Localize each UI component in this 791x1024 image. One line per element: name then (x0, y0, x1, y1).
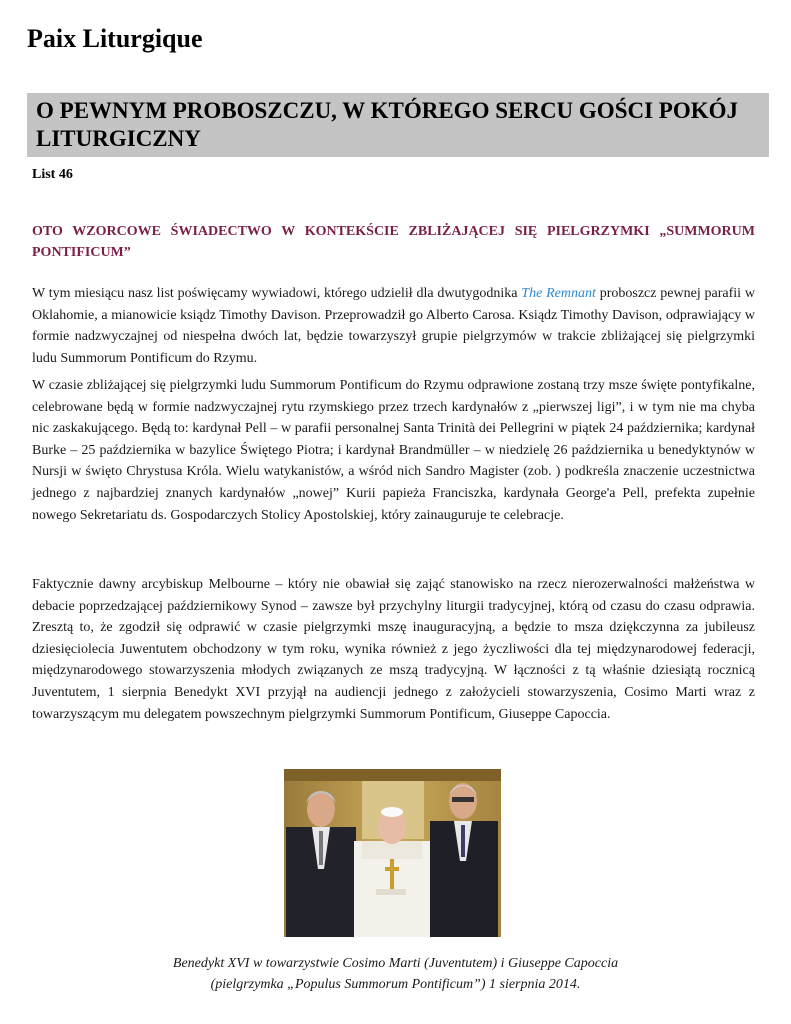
letter-number: List 46 (32, 167, 73, 182)
caption-line-2: (pielgrzymka „Populus Summorum Pontificum”) 1 sierpnia 2014. (210, 977, 581, 992)
paragraph-3: Faktycznie dawny arcybiskup Melbourne – który nie obawiał się zająć stanowisko na rzecz nierozerwalności małżeństwa w debacie poprzedzającej październikowy Synod – zawsze był przychylny liturgii tradycyjnej, którą od czasu do czasu odprawia. Zresztą to, że zgodził się odprawić w czasie pielgrzymki mszę inauguracyjną, a będzie to msza dziękczynna za jubileusz dziesięciolecia Juwentutem obchodzony w tym roku, wynika również z jego życzliwości dla tej międzynarodowej federacji, międzynarodowego stowarzyszenia młodych związanych ze mszą tradycyjną. W łączności z tą właśnie dziesiątą rocznicą Juventutem, 1 sierpnia Benedykt XVI przyjął na audiencji jednego z założycieli stowarzyszenia, Cosimo Marti wraz z towarzyszącym mu delegatem powszechnym pielgrzymki Summorum Pontificum, Giuseppe Capoccia. (32, 577, 755, 722)
article-lead: OTO WZORCOWE ŚWIADECTWO W KONTEKŚCIE ZBLIŻAJĄCEJ SIĘ PIELGRZYMKI „SUMMORUM PONTIFICUM” (32, 224, 755, 260)
paragraph-1-end: proboszcz pewnej parafii w Oklahomie, a mianowicie ksiądz Timothy Davison. Przeprowadził go Alberto Carosa. Ksiądz Timothy Davison, odprawiający w formie nadzwyczajnej od niespełna dwóch lat, będzie towarzyszył grupie pielgrzymów w trakcie zbliżającej się pielgrzymki ludu Summorum Pontificum do Rzymu. (32, 286, 755, 366)
article-title-box (27, 93, 769, 157)
paragraph-1-start: W tym miesiącu nasz list poświęcamy wywiadowi, którego udzielił dla dwutygodnika (32, 286, 522, 301)
caption-line-1: Benedykt XVI w towarzystwie Cosimo Marti (Juventutem) i Giuseppe Capoccia (172, 956, 619, 971)
site-title: Paix Liturgique (27, 24, 203, 53)
photo-caption (100, 953, 691, 995)
paragraph-1 (32, 283, 755, 369)
paragraph-2: W czasie zbliżającej się pielgrzymki ludu Summorum Pontificum do Rzymu odprawione zostaną trzy msze święte pontyfikalne, celebrowane będą w formie nadzwyczajnej rytu rzymskiego przez trzech kardynałów z „pierwszej ligi”, i w tym nie ma chyba nic zaskakującego. Będą to: kardynał Pell – w parafii personalnej Santa Trinità dei Pellegrini w piątek 24 października; kardynał Burke – 25 października w bazylice Świętego Piotra; i kardynał Brandmüller – w niedzielę 26 października u benedyktynów w Nursji w święto Chrystusa Króla. Wielu watykanistów, a wśród nich Sandro Magister (zob. ) podkreśla znaczenie uczestnictwa jednego z najbardziej znanych kardynałów „nowej” Kurii papieża Franciszka, kardynała George'a Pell, prefekta zupełnie nowego Sekretariatu ds. Gospodarczych Stolicy Apostolskiej, który zainauguruje te celebracje. (32, 378, 755, 523)
article-title: O PEWNYM PROBOSZCZU, W KTÓREGO SERCU GOŚCI POKÓJ LITURGICZNY (36, 98, 739, 151)
the-remnant-link[interactable]: The Remnant (521, 286, 596, 301)
audience-photo (284, 769, 501, 937)
